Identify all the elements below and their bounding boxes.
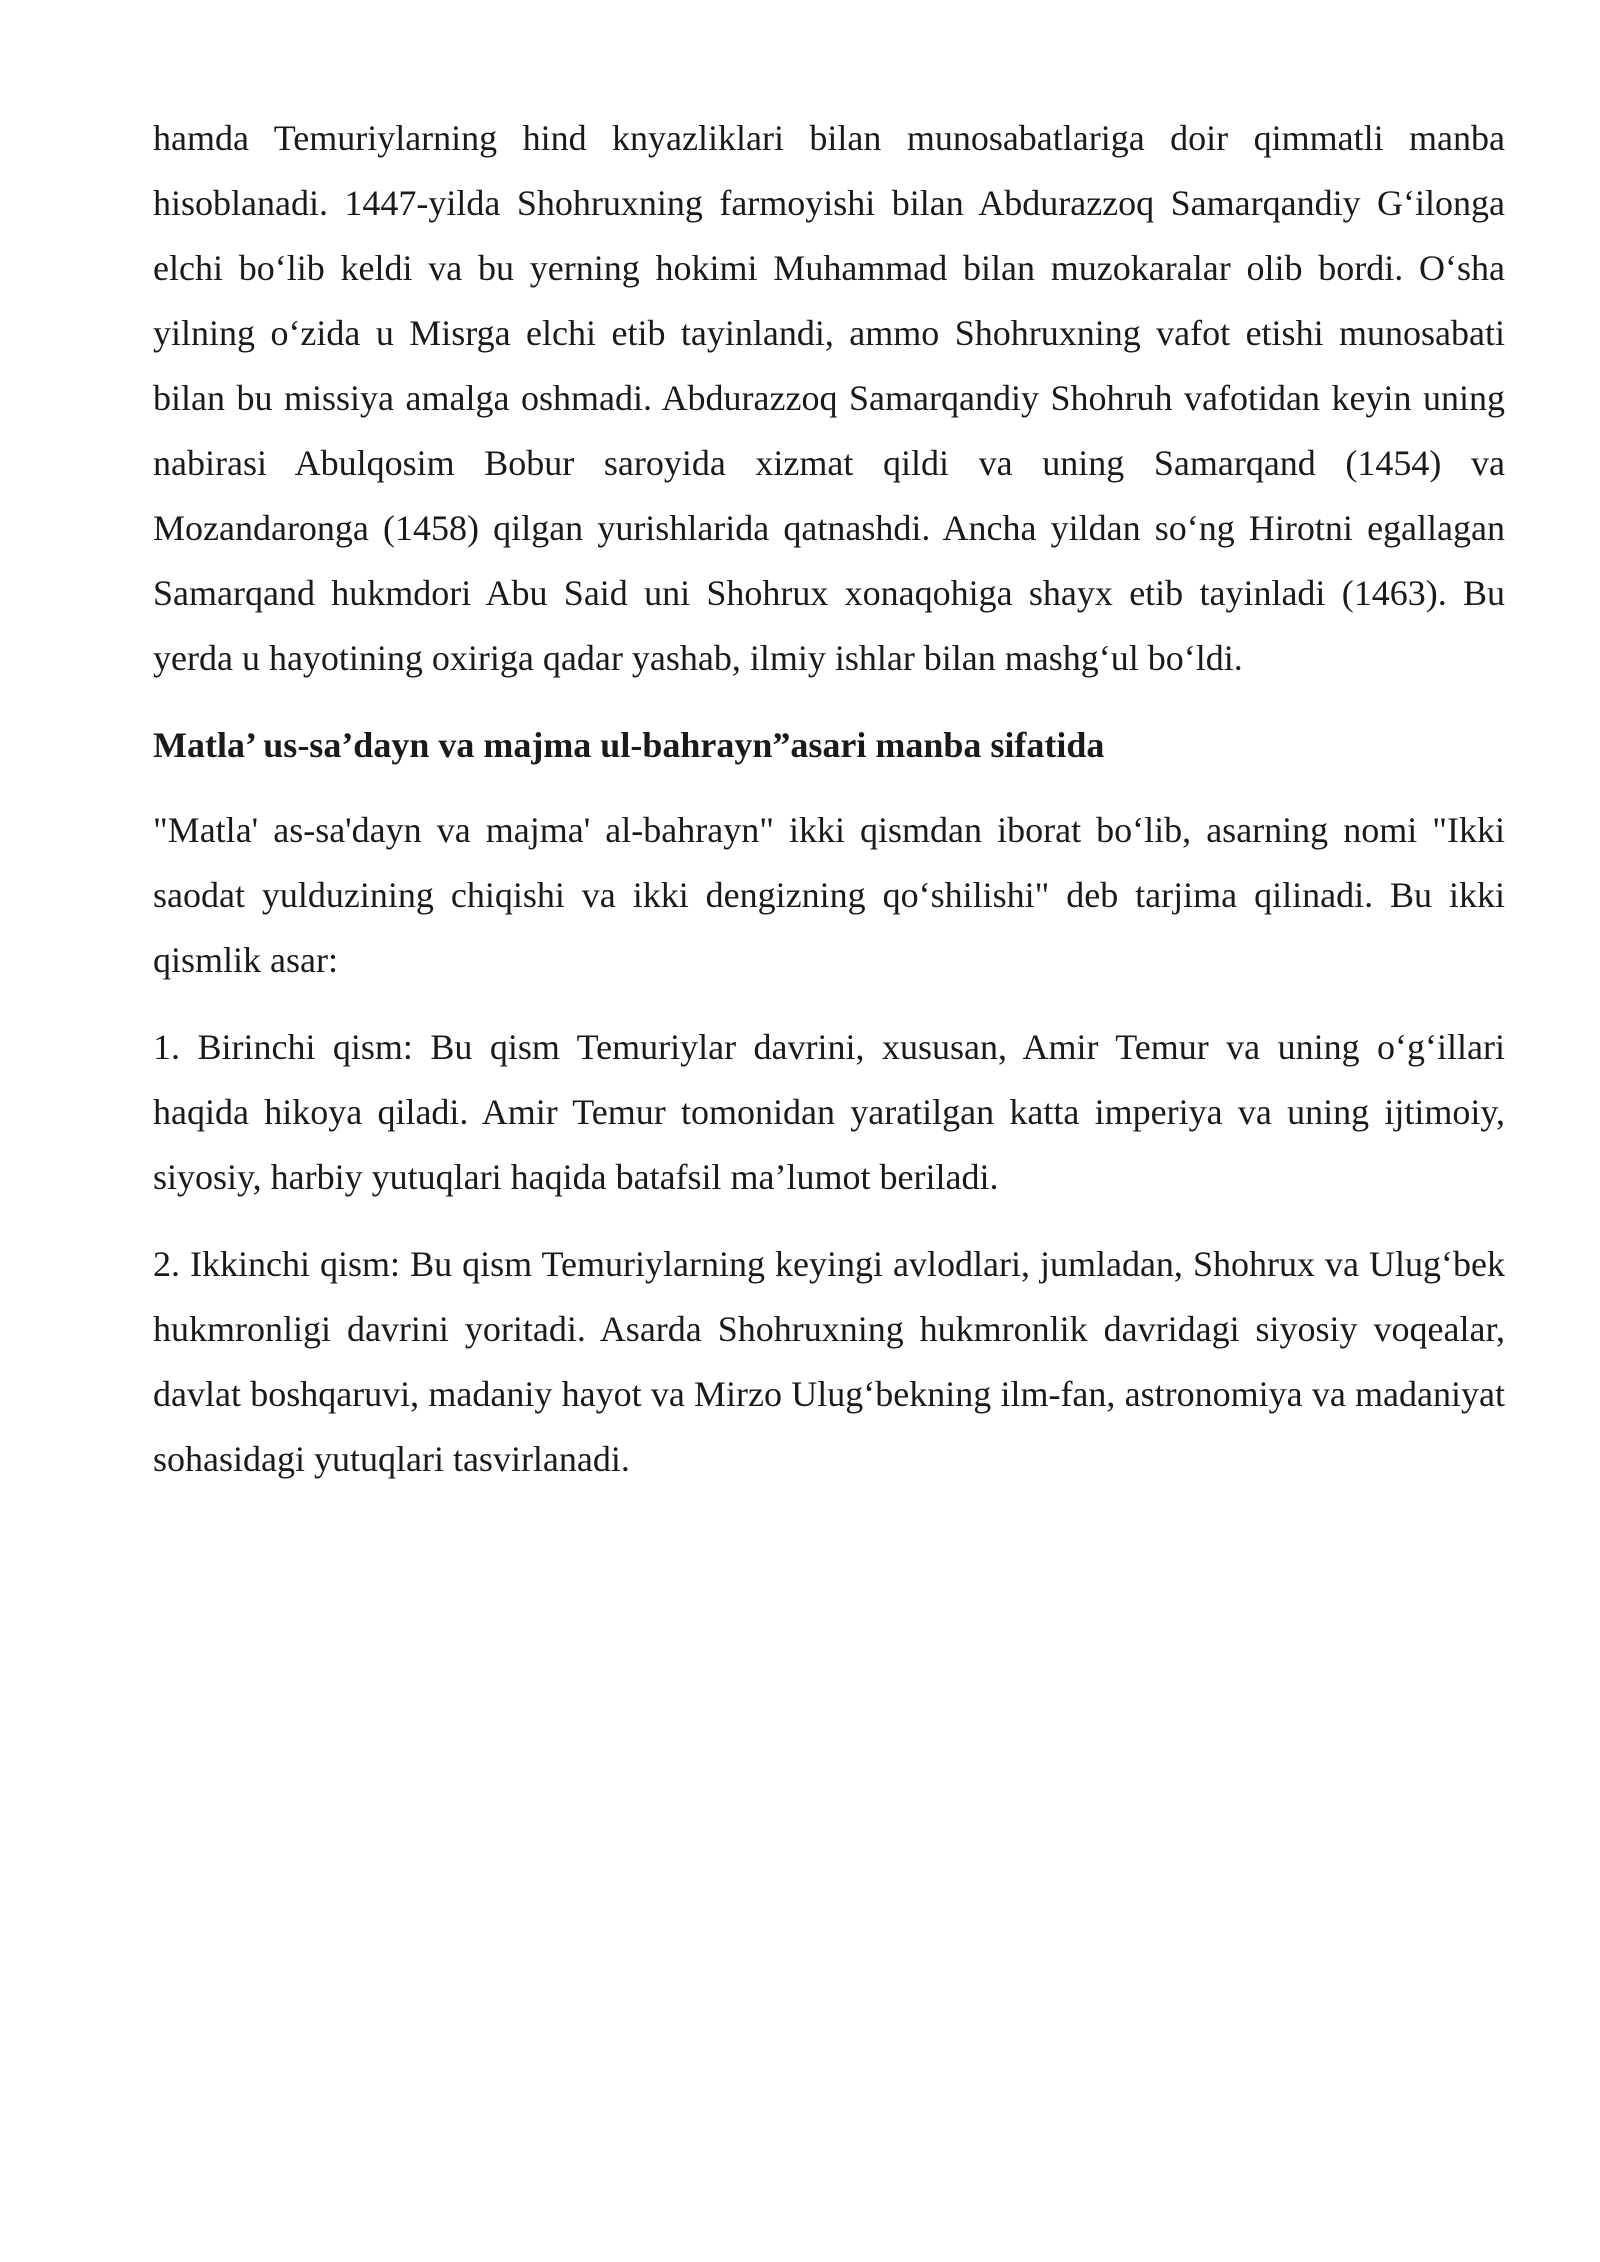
section-heading: Matla’ us-sa’dayn va majma ul-bahrayn”asari manba sifatida <box>153 725 1105 765</box>
list-item-part-one: 1. Birinchi qism: Bu qism Temuriylar davrini, xususan, Amir Temur va uning o‘g‘illari haqida hikoya qiladi. Amir Temur tomonidan yaratilgan katta imperiya va uning ijtimoiy, siyosiy, harbiy yutuqlari haqida batafsil ma’lumot beriladi. <box>153 1027 1505 1197</box>
intro-paragraph: hamda Temuriylarning hind knyazliklari bilan munosabatlariga doir qimmatli manba hisoblanadi. 1447-yilda Shohruxning farmoyishi bilan Abdurazzoq Samarqandiy G‘ilonga elchi bo‘lib keldi va bu yerning hokimi Muhammad bilan muzokaralar olib bordi. O‘sha yilning o‘zida u Misrga elchi etib tayinlandi, ammo Shohruxning vafot etishi munosabati bilan bu missiya amalga oshmadi. Abdurazzoq Samarqandiy Shohruh vafotidan keyin uning nabirasi Abulqosim Bobur saroyida xizmat qildi va uning Samarqand (1454) va Mozandaronga (1458) qilgan yurishlarida qatnashdi. Ancha yildan so‘ng Hirotni egallagan Samarqand hukmdori Abu Said uni Shohrux xonaqohiga shayx etib tayinladi (1463). Bu yerda u hayotining oxiriga qadar yashab, ilmiy ishlar bilan mashg‘ul bo‘ldi. <box>153 118 1505 678</box>
list-item-part-two: 2. Ikkinchi qism: Bu qism Temuriylarning keyingi avlodlari, jumladan, Shohrux va Ulug‘bek hukmronligi davrini yoritadi. Asarda Shohruxning hukmronlik davridagi siyosiy voqealar, davlat boshqaruvi, madaniy hayot va Mirzo Ulug‘bekning ilm-fan, astronomiya va madaniyat sohasidagi yutuqlari tasvirlanadi. <box>153 1244 1505 1479</box>
document-body <box>153 106 1505 1514</box>
section-paragraph: "Matla' as-sa'dayn va majma' al-bahrayn" ikki qismdan iborat bo‘lib, asarning nomi "Ikki saodat yulduzining chiqishi va ikki dengizning qo‘shilishi" deb tarjima qilinadi. Bu ikki qismlik asar: <box>153 810 1505 980</box>
